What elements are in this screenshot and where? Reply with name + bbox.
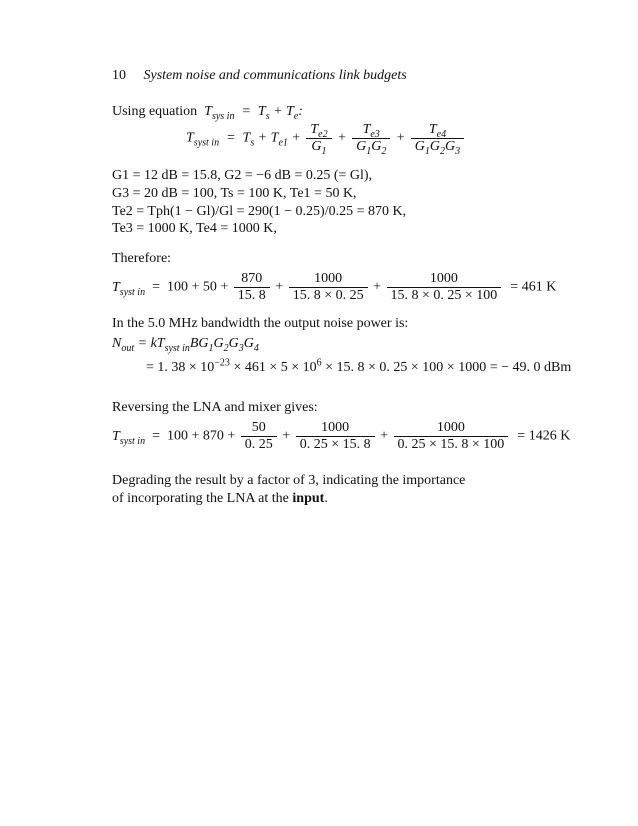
running-title: System noise and communications link budgets: [143, 68, 407, 83]
result2-fraction-2: $\frac{1000}{0. 25 \times 15. 8}$: [296, 420, 375, 453]
conclusion-line-1: Degrading the result by a factor of 3, indicating the importance: [112, 473, 466, 488]
result1-equation: $T_{syst in} = 100 + 50$ + $\frac{870}{15. 8}$ + $\frac{1000}{15. 8 \times 0. 25}$ + $\frac{1000}{15. 8 \times 0. 25 \times 100}$ = 461 K: [112, 271, 557, 303]
result2-equation: $T_{syst in} = 100 + 870$ + $\frac{50}{0. 25}$ + $\frac{1000}{0. 25 \times 15. 8}$ + $\frac{1000}{0. 25 \times 15. 8 \times 100}$ = 1426 K: [112, 420, 571, 452]
intro-equation: $T_{sys in} = T_s + T_e$:: [200, 104, 303, 122]
values-line-1: G1 = 12 dB = 15.8, G2 = −6 dB = 0.25 (= Gl),: [112, 168, 373, 183]
noise-calculation: = 1. $38 \times 10^{-23} \times 461 \times 5 \times 10^6 \times 15$. 8 × 0. 25 × 100 × 1000 = − 49. 0 dBm: [146, 357, 572, 375]
noise-formula: $N_{out} = kT_{syst in}BG_1G_2G_3G_4$: [112, 336, 259, 354]
result1-fraction-2: $\frac{1000}{15. 8 \times 0. 25}$: [289, 271, 368, 304]
intro-text: Using equation: [112, 104, 198, 119]
values-line-4: Te3 = 1000 K, Te4 = 1000 K,: [112, 221, 277, 236]
fraction-te2: $\frac{T_{e2}}{G_1}$: [306, 122, 331, 155]
reversing-text: Reversing the LNA and mixer gives:: [112, 400, 318, 415]
intro-line: [112, 104, 303, 120]
fraction-te4: $\frac{T_{e4}}{G_1G_2G_3}$: [411, 122, 464, 155]
result2-lead: 100 + 870 +: [166, 428, 236, 444]
conclusion-line-2: of incorporating the LNA at the input.: [112, 491, 328, 506]
values-line-2: G3 = 20 dB = 100, Ts = 100 K, Te1 = 50 K,: [112, 186, 357, 201]
result2-value: = 1426 K: [517, 428, 571, 444]
result2-fraction-3: $\frac{1000}{0. 25 \times 15. 8 \times 100}$: [394, 420, 509, 453]
therefore-text: Therefore:: [112, 251, 172, 266]
result2-fraction-1: $\frac{50}{0. 25}$: [241, 420, 277, 453]
conclusion-bold: input: [292, 491, 325, 506]
result1-fraction-3: $\frac{1000}{15. 8 \times 0. 25 \times 100}$: [387, 271, 502, 304]
running-header: [112, 68, 407, 84]
fraction-te3: $\frac{T_{e3}}{G_1G_2}$: [352, 122, 390, 155]
bandwidth-sentence: In the 5.0 MHz bandwidth the output noise power is:: [112, 316, 409, 331]
page-number: 10: [112, 68, 126, 83]
result1-fraction-1: $\frac{870}{15. 8}$: [234, 271, 270, 304]
tsyst-equation: $T_{syst in} = T_s + T_{e1}$ + $\frac{T_{e2}}{G_1}$ + $\frac{T_{e3}}{G_1G_2}$ + $\frac{T_{e4}}{G_1G_2G_3}$: [186, 122, 466, 155]
values-line-3: Te2 = Tph(1 − Gl)/Gl = 290(1 − 0.25)/0.25 = 870 K,: [112, 204, 407, 219]
result1-lead: 100 + 50 +: [166, 279, 229, 295]
result1-value: = 461 K: [510, 279, 557, 295]
